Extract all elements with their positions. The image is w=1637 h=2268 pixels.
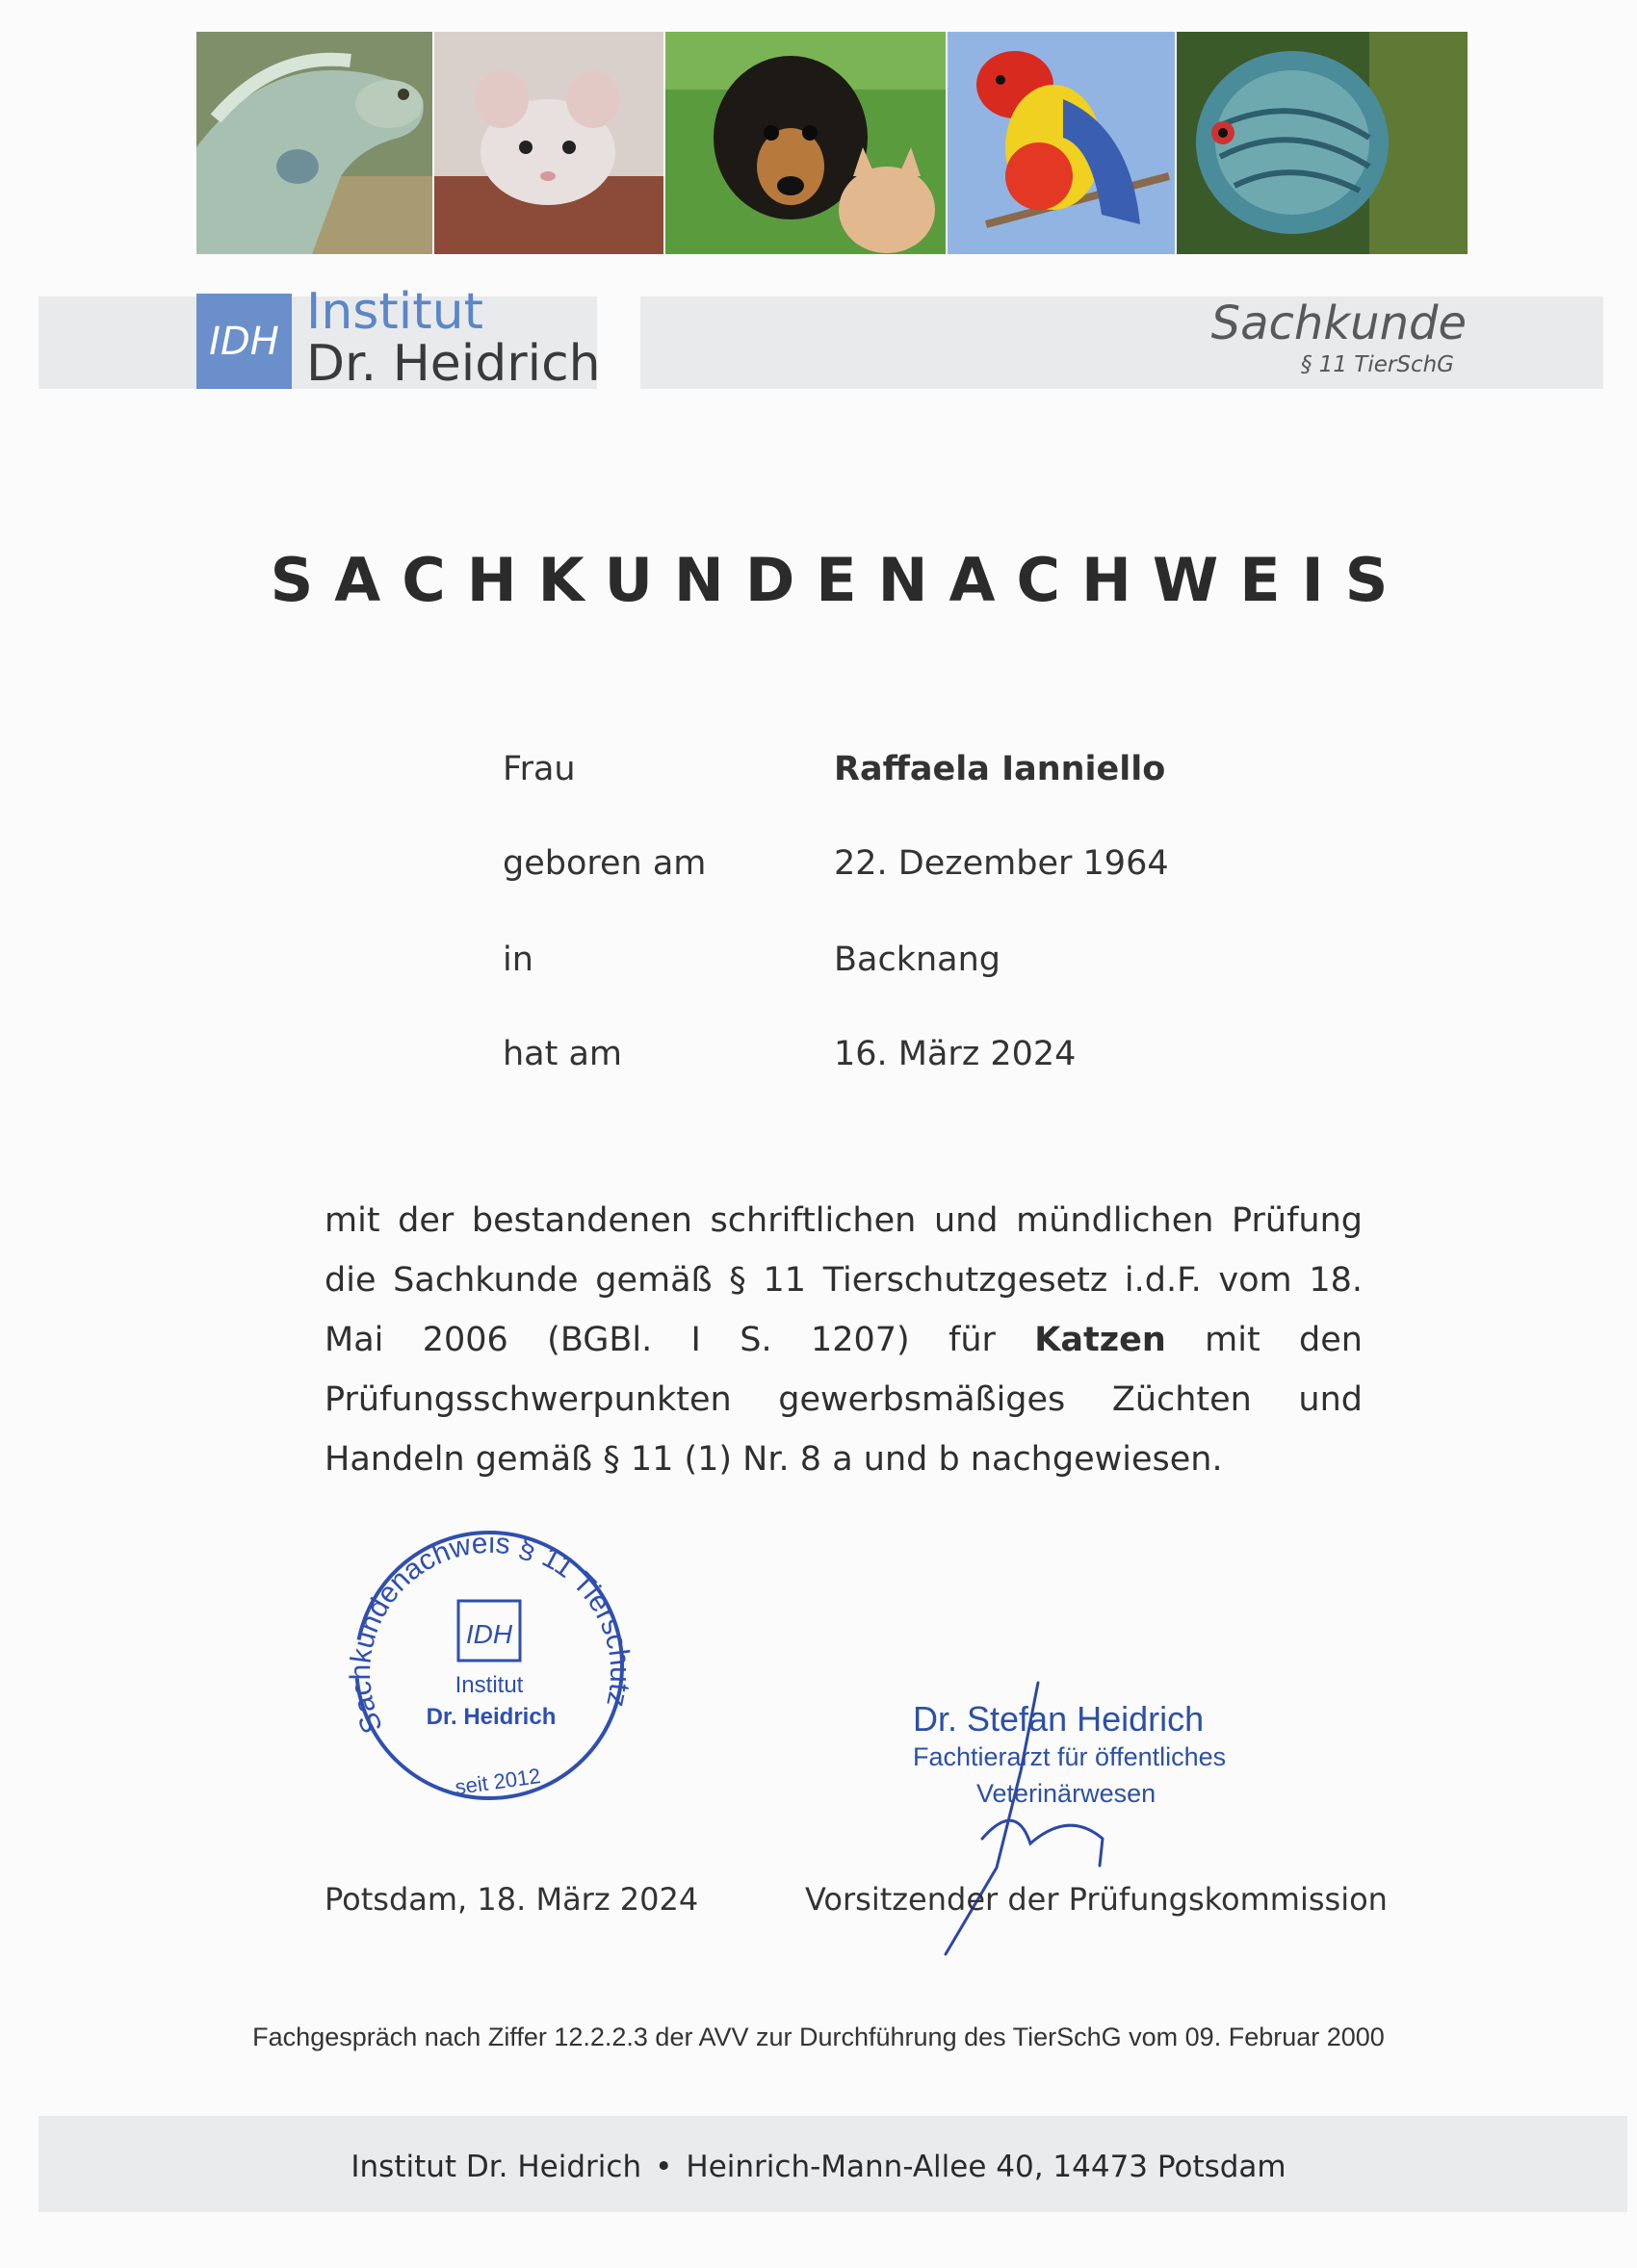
body-text-part1: mit der bestandenen schriftlichen und mündlichen Prüfung die Sachkunde gemäß § 11 Tierschutzgesetz i.d.F. vom 18. Mai 2006 (BGBl. I S. 1207) für [325,1201,1363,1359]
animal-species: Katzen [1034,1321,1166,1359]
signatory-name: Dr. Stefan Heidrich [913,1699,1205,1739]
discus-fish-photo [1177,32,1468,254]
certificate-title: SACHKUNDENACHWEIS [270,545,1410,615]
stamp-logo: IDH [465,1619,513,1649]
signatory-title-line2: Veterinärwesen [976,1779,1156,1808]
birth-place-label: in [503,941,533,979]
handwritten-signature [924,1675,1117,1964]
exam-date: 16. März 2024 [834,1035,1077,1073]
stamp-line1: Institut [455,1672,524,1698]
signatory-title-line1: Fachtierarzt für öffentliches [913,1742,1227,1771]
dog-and-kitten-photo [665,32,946,254]
footer-separator: • [655,2150,673,2184]
institute-name-line1: Institut [306,283,483,341]
sachkunde-title: Sachkunde [1210,296,1467,350]
person-name: Raffaela Ianniello [834,750,1166,788]
footer-address [0,2152,1637,2182]
exam-label: hat am [503,1035,623,1073]
iguana-photo [196,32,432,254]
body-text-part2: mit den Prüfungsschwerpunkten gewerbsmäßiges Züchten und Handeln gemäß § 11 (1) Nr. 8 a und b nachgewiesen. [325,1321,1363,1479]
idh-logo-text: IDH [209,319,279,364]
born-label: geboren am [503,844,707,883]
institute-name-line2: Dr. Heidrich [306,335,601,393]
institute-stamp [345,1521,643,1819]
salutation-label: Frau [503,750,576,788]
stamp-since: seit 2012 [454,1763,542,1800]
footer-street: Heinrich-Mann-Allee 40, 14473 Potsdam [686,2150,1286,2184]
parrot-photo [948,32,1175,254]
birth-place: Backnang [834,941,1001,979]
sachkunde-law: § 11 TierSchG [1300,352,1454,377]
idh-logo [196,294,292,389]
certificate-body [325,1191,1363,1489]
chair-label: Vorsitzender der Prüfungskommission [805,1881,1388,1918]
place-and-date: Potsdam, 18. März 2024 [325,1881,699,1918]
rat-photo [434,32,663,254]
stamp-line2: Dr. Heidrich [426,1704,557,1730]
legal-footnote: Fachgespräch nach Ziffer 12.2.2.3 der AVV zur Durchführung des TierSchG vom 09. Februar 2000 [252,2023,1385,2051]
birth-date: 22. Dezember 1964 [834,844,1169,883]
stamp-ring-text: Sachkundenachweis § 11 Tierschutz [345,1527,637,1739]
footer-institute: Institut Dr. Heidrich [351,2150,642,2184]
